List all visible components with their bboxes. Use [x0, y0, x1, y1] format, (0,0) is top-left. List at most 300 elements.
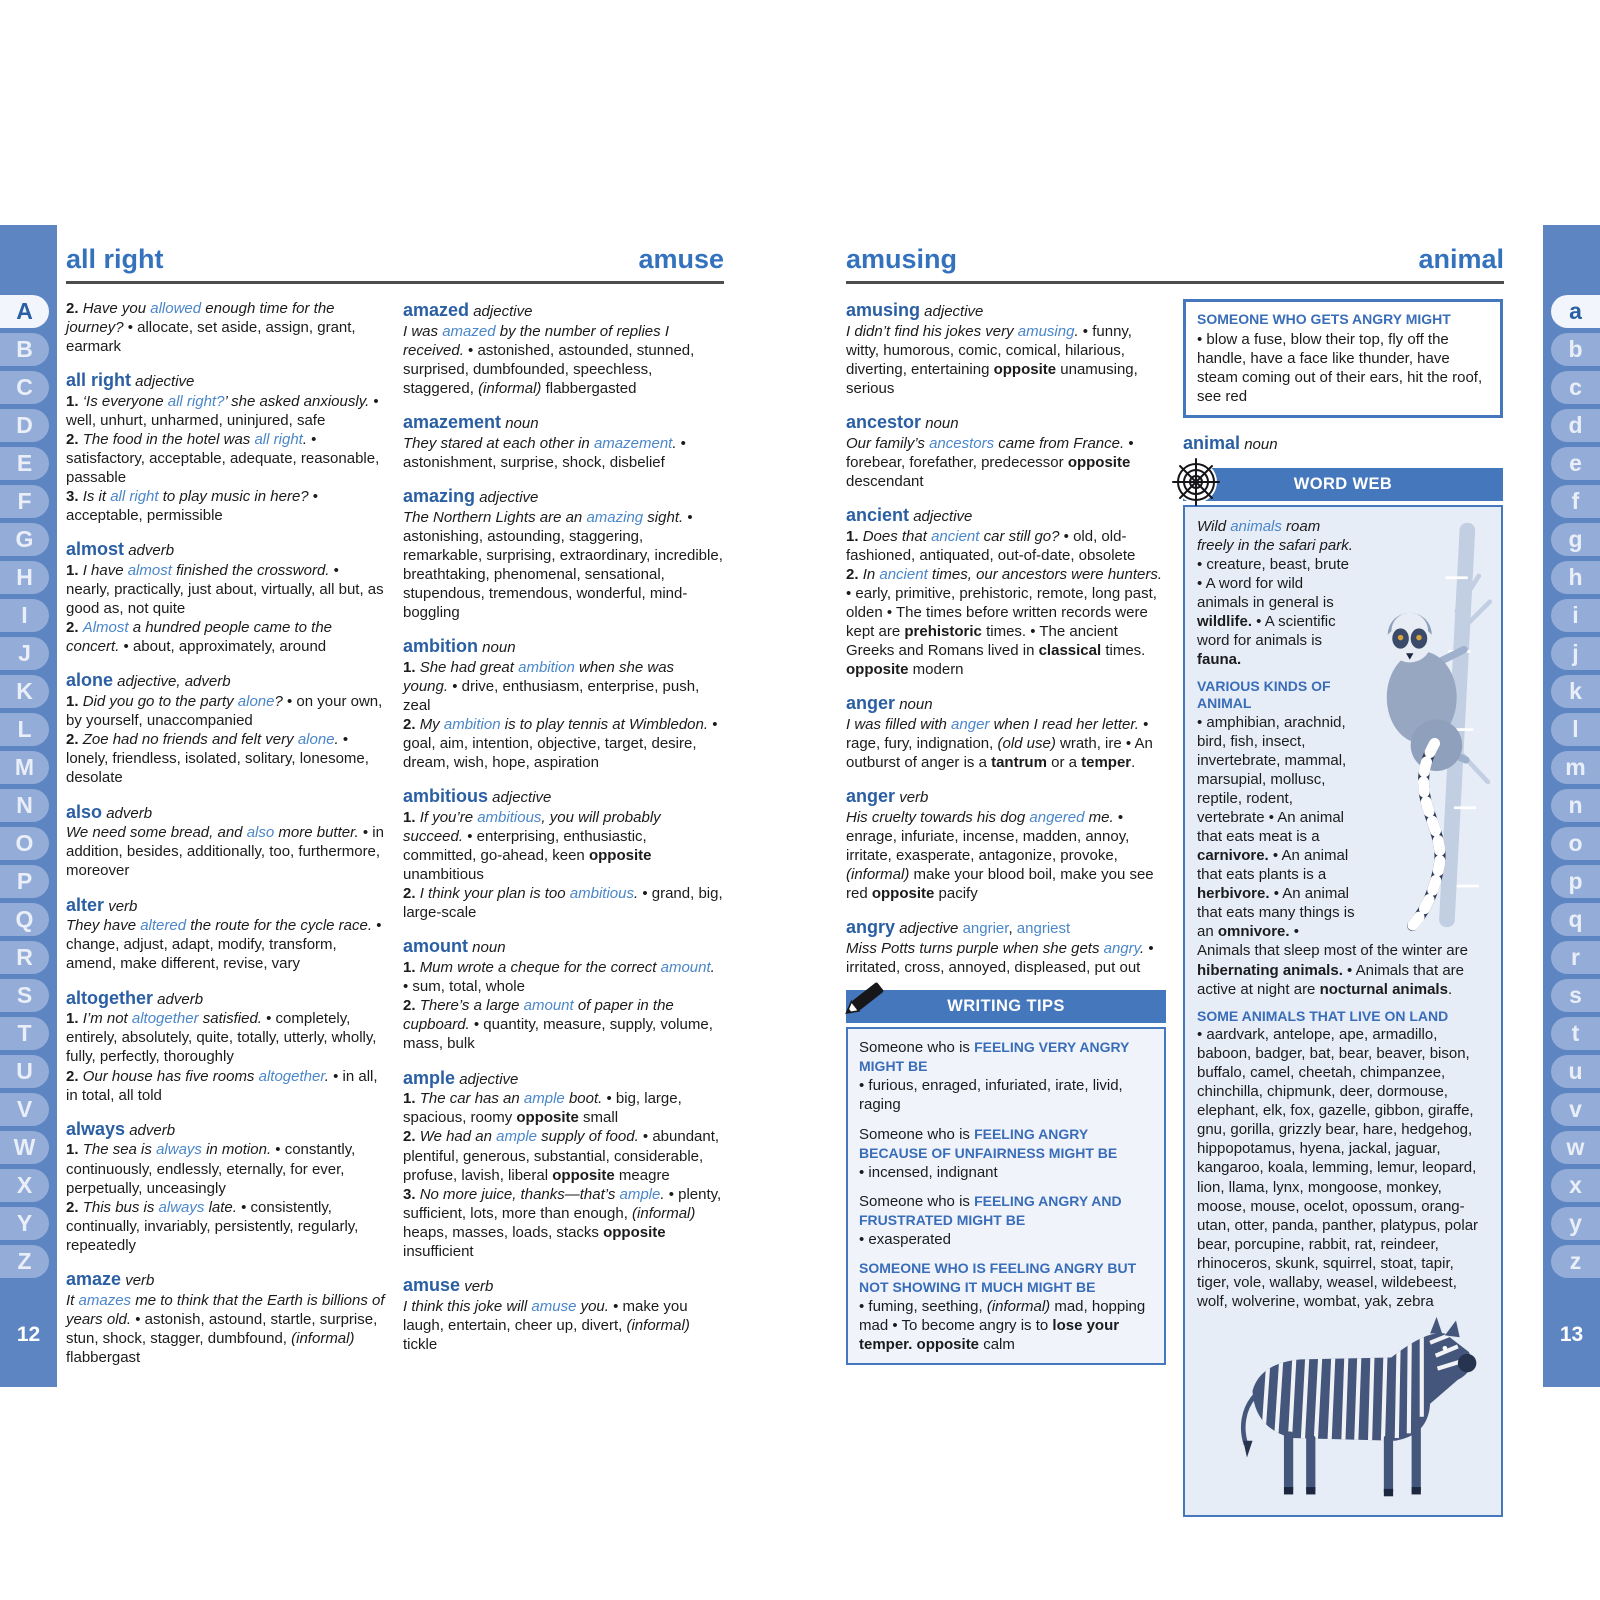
text-run: 2.	[66, 1198, 83, 1216]
entry-sense	[66, 692, 386, 730]
tip-paragraph	[859, 1038, 1153, 1076]
entry-sense	[846, 322, 1166, 398]
text-run: you.	[576, 1297, 609, 1315]
entry-sense	[66, 1140, 386, 1197]
text-run: adjective	[131, 373, 195, 391]
text-run: in motion.	[201, 1141, 272, 1159]
text-run: adverb	[102, 804, 153, 822]
alpha-tab-r: r	[1551, 941, 1600, 974]
alpha-tab-K: K	[0, 675, 49, 708]
entry-sense	[66, 487, 386, 525]
text-run: • irritated, cross, annoyed, displeased, put out	[846, 940, 1154, 977]
text-run: It	[66, 1291, 79, 1309]
text-run: angry	[1103, 940, 1141, 958]
text-run: .	[660, 1185, 665, 1203]
text-run: noun	[468, 939, 506, 957]
alphabet-tabs-uppercase	[0, 295, 57, 1278]
text-run: altogether	[258, 1067, 325, 1085]
page-right	[846, 244, 1504, 1517]
text-run: • acceptable, permissible	[66, 488, 319, 525]
page-number-right: 13	[1559, 1323, 1584, 1346]
alpha-tab-L: L	[0, 713, 49, 746]
text-run: modern	[908, 661, 964, 679]
text-run: meagre	[614, 1166, 670, 1184]
text-run: • sum, total, whole	[403, 978, 525, 996]
entry-sense	[403, 508, 723, 622]
left-page-column-1	[66, 299, 386, 1380]
alpha-tab-v: v	[1551, 1093, 1600, 1126]
text-run: 1.	[846, 527, 863, 545]
text-run: Our family’s	[846, 434, 930, 452]
text-run: • quantity, measure, supply, volume, mass, bulk	[403, 1016, 713, 1053]
text-run: • Animals that are active at night are	[1197, 961, 1465, 998]
entry-sense	[403, 322, 723, 398]
text-run: Someone who is	[859, 1125, 975, 1143]
entry-sense	[403, 1127, 723, 1184]
text-run: (informal)	[846, 866, 910, 884]
text-run: altogether	[66, 987, 154, 1008]
entry-headword-line	[846, 785, 1166, 808]
text-run: wildlife.	[1197, 612, 1253, 630]
text-run: .	[302, 431, 307, 449]
alpha-tab-j: j	[1551, 637, 1600, 670]
running-head-left-page	[66, 244, 724, 275]
dictionary-entry	[66, 369, 386, 525]
text-run: flabbergast	[66, 1348, 141, 1366]
alpha-tab-d: d	[1551, 409, 1600, 442]
text-run: Our house has five rooms	[82, 1067, 259, 1085]
text-run: • An animal that eats plants is a	[1197, 847, 1349, 884]
text-run: • exasperated	[859, 1230, 951, 1248]
text-run: , you will probably succeed.	[403, 809, 661, 846]
entry-headword-line	[403, 1067, 723, 1090]
text-run: or a	[1046, 754, 1082, 772]
dictionary-entry	[403, 935, 723, 1053]
text-run: • forebear, forefather, predecessor	[846, 434, 1134, 471]
entry-headword-line	[1183, 432, 1503, 455]
word-web-subheading: VARIOUS KINDS OF ANIMAL	[1197, 677, 1331, 712]
alphabet-sidebar-right	[1543, 225, 1600, 1387]
text-run: • aardvark, antelope, ape, armadillo, baboon, badger, bat, bear, beaver, bison, buffalo, camel, cheetah, chimpanzee, chinchilla, chipmunk, deer, dormouse, elephant, elk, fox, gazelle, gibbon, giraffe, gnu, gorilla, grizzly bear, hare, hedgehog, hippopotamus, hyena, jackal, jaguar, kangaroo, koala, lemming, lemur, leopard, lion, llama, lynx, mongoose, monkey, moose, mouse, ocelot, opossum, orang-utan, otter, panda, panther, platypus, polar bear, porcupine, rabbit, rat, reindeer, rhinoceros, skunk, squirrel, stoat, tapir, tiger, vole, wallaby, weasel, wildebeest, wolf, wolverine, wombat, yak, zebra	[1197, 1026, 1479, 1310]
text-run: 2.	[66, 1067, 83, 1085]
text-run: noun	[1240, 435, 1278, 453]
text-run: • change, adjust, adapt, modify, transform, amend, make different, revise, vary	[66, 917, 382, 973]
alpha-tab-X: X	[0, 1169, 49, 1202]
text-run: There’s a large	[419, 997, 524, 1015]
alpha-tab-Z: Z	[0, 1245, 49, 1278]
text-run: amazed	[403, 300, 470, 320]
entry-sense	[403, 434, 723, 472]
text-run: ,	[1008, 920, 1017, 938]
text-run: times.	[1101, 642, 1146, 660]
entry-headword-line	[66, 538, 386, 561]
running-head-first-word: amusing	[846, 244, 958, 274]
alpha-tab-p: p	[1551, 865, 1600, 898]
text-run: amazing	[403, 486, 476, 506]
text-run: 2.	[403, 997, 420, 1015]
entry-headword-line	[66, 669, 386, 692]
text-run: 2.	[66, 300, 83, 317]
text-run: • astonished, astounded, stunned, surprised, dumbfounded, speechless, staggered,	[403, 341, 695, 397]
text-run: FEELING ANGRY BECAUSE OF UNFAIRNESS MIGHT BE	[859, 1125, 1118, 1161]
dictionary-entry	[846, 411, 1166, 491]
dictionary-entry	[846, 916, 1166, 977]
text-run: Did you go to the party	[82, 693, 238, 711]
text-run: • big, large, spacious, roomy	[403, 1090, 682, 1127]
entry-headword-line	[846, 411, 1166, 434]
text-run: • furious, enraged, infuriated, irate, livid, raging	[859, 1077, 1123, 1114]
text-run: • astonishing, astounding, staggering, remarkable, surprising, extraordinary, incredible, breathtaking, phenomenal, sensational, stupendous, tremendous, wonderful, mind-boggling	[403, 508, 723, 622]
text-run: alone	[297, 731, 335, 749]
text-run: I’m not	[82, 1010, 132, 1028]
alpha-tab-M: M	[0, 751, 49, 784]
text-run: (informal)	[632, 1204, 696, 1222]
text-run: altered	[140, 917, 187, 935]
dictionary-entry	[66, 299, 386, 356]
text-run: lose your temper.	[859, 1316, 1120, 1353]
alpha-tab-G: G	[0, 523, 49, 556]
entry-headword-line	[66, 801, 386, 824]
header-rule	[846, 281, 1504, 284]
text-run: • fuming, seething,	[859, 1297, 987, 1315]
right-page-column-1	[846, 299, 1166, 1517]
text-run: allowed	[150, 300, 202, 317]
text-run: I think this joke will	[403, 1297, 532, 1315]
text-run: almost	[127, 562, 172, 580]
text-run: I was filled with	[846, 716, 952, 734]
word-web-header	[1183, 468, 1503, 501]
text-run: opposite	[588, 847, 652, 865]
text-run: insufficient	[403, 1242, 474, 1260]
text-run: Someone who is	[859, 1039, 975, 1057]
entry-sense	[403, 715, 723, 772]
text-run: (old use)	[997, 735, 1056, 753]
entry-headword-line	[403, 635, 723, 658]
text-run: • drive, enthusiasm, enterprise, push, zeal	[403, 678, 700, 715]
alpha-tab-J: J	[0, 637, 49, 670]
alpha-tab-g: g	[1551, 523, 1600, 556]
text-run: ample	[403, 1067, 456, 1088]
alpha-tab-h: h	[1551, 561, 1600, 594]
text-run: also	[246, 824, 275, 842]
text-run: opposite	[846, 661, 909, 679]
writing-tips-header	[846, 990, 1166, 1023]
word-web-body	[1183, 505, 1503, 1517]
text-run: all right	[254, 431, 303, 449]
tip-paragraph	[859, 1076, 1153, 1114]
entry-sense	[403, 1185, 723, 1261]
tip-paragraph	[859, 1259, 1153, 1297]
text-run: Mum wrote a cheque for the correct	[419, 959, 661, 977]
alpha-tab-W: W	[0, 1131, 49, 1164]
word-web-list	[1197, 1025, 1489, 1311]
text-run: .	[1131, 754, 1136, 772]
text-run: ‘Is everyone	[82, 393, 168, 410]
tip-paragraph	[859, 1297, 1153, 1354]
text-run: • make you laugh, entertain, cheer up, divert,	[403, 1297, 688, 1334]
text-run: herbivore.	[1197, 885, 1270, 903]
text-run: 1.	[66, 562, 83, 580]
text-run: Have you	[82, 300, 151, 317]
entry-headword-line	[66, 894, 386, 917]
dictionary-entry	[846, 785, 1166, 903]
text-run: 2.	[66, 731, 83, 749]
word-web-title: WORD WEB	[1293, 474, 1393, 493]
text-run: opposite	[603, 1223, 666, 1241]
text-run: SOMEONE WHO IS FEELING ANGRY BUT NOT SHOWING IT MUCH MIGHT BE	[859, 1259, 1137, 1295]
text-run: small	[578, 1109, 619, 1127]
left-page-column-2	[403, 299, 723, 1380]
text-run: She had great	[419, 659, 519, 676]
dictionary-entry	[66, 1268, 386, 1367]
text-run: by the number of replies I received.	[403, 322, 669, 359]
text-run: make your blood boil, make you see red	[846, 866, 1154, 903]
text-run: Is it	[82, 488, 111, 506]
text-run: finished the crossword.	[171, 562, 330, 580]
text-run: • enterprising, enthusiastic, committed, go-ahead, keen	[403, 828, 647, 865]
text-run: adjective, adverb	[113, 673, 231, 691]
text-run: • blow a fuse, blow their top, fly off the handle, have a face like thunder, have steam coming out of their ears, hit the roof, see red	[1197, 330, 1483, 405]
text-run: They have	[66, 917, 141, 935]
text-run: ’ she asked anxiously.	[224, 393, 370, 410]
text-run: • amphibian, arachnid, bird, fish, insect, invertebrate, mammal, marsupial, mollusc, reptile, rodent, vertebrate • An animal that eats meat is a	[1197, 713, 1347, 846]
text-run: • consistently, continually, invariably, persistently, regularly, repeatedly	[66, 1198, 359, 1254]
text-run: We need some bread, and	[66, 824, 247, 842]
text-run: ambitious	[477, 809, 542, 827]
entry-headword-line	[846, 916, 1166, 939]
text-run: amount	[523, 997, 574, 1015]
entry-sense	[66, 916, 386, 973]
text-run: 1.	[403, 959, 420, 977]
entry-headword-line	[846, 299, 1166, 322]
text-run: alter	[66, 894, 105, 915]
text-run: I think your plan is too	[419, 885, 570, 903]
entry-sense	[403, 1297, 723, 1354]
text-run: amaze	[66, 1268, 122, 1289]
text-run: 1.	[66, 393, 83, 410]
text-run: always	[158, 1198, 205, 1216]
entry-sense	[403, 958, 723, 996]
writing-tips-section	[859, 1192, 1153, 1249]
text-run: is to play tennis at Wimbledon.	[500, 716, 709, 734]
note-box-text	[1197, 330, 1489, 406]
running-head-right-page	[846, 244, 1504, 275]
text-run: • A scientific word for animals is	[1197, 612, 1336, 649]
text-run: amuse	[403, 1274, 461, 1295]
text-run: mad, hopping mad • To become angry is to	[859, 1297, 1146, 1334]
text-run: late.	[204, 1198, 237, 1216]
text-run: ambition	[403, 636, 478, 657]
text-run: I was	[403, 322, 443, 340]
text-run: amount	[660, 959, 711, 977]
entry-sense	[846, 808, 1166, 903]
page-number-left: 12	[16, 1323, 41, 1346]
lemur-image-holder	[1361, 511, 1499, 939]
entry-sense	[403, 996, 723, 1053]
alpha-tab-t: t	[1551, 1017, 1600, 1050]
text-run: • lonely, friendless, isolated, solitary, lonesome, desolate	[66, 731, 369, 787]
text-run: Zoe had no friends and felt very	[82, 731, 298, 749]
text-run: flabbergasted	[541, 380, 637, 397]
text-run: boot.	[564, 1090, 603, 1108]
text-run: • abundant, plentiful, generous, substantial, considerable, profuse, lavish, liberal	[403, 1128, 720, 1184]
text-run: ancient	[931, 527, 980, 545]
entry-headword-line	[403, 1274, 723, 1297]
text-run: adjective	[488, 789, 552, 807]
text-run: adjective	[920, 303, 984, 320]
text-run: to play music in here?	[158, 488, 309, 506]
entry-headword-line	[66, 1268, 386, 1291]
text-run: • creature, beast, brute • A word for wild animals in general is	[1197, 555, 1349, 611]
dictionary-entry	[66, 669, 386, 787]
text-run: They stared at each other in	[403, 434, 594, 452]
running-head-last-word: amuse	[638, 244, 724, 274]
entry-sense	[846, 565, 1166, 679]
text-run: Almost	[82, 619, 129, 637]
text-run: 1.	[66, 1141, 83, 1159]
text-run: anger	[846, 693, 896, 714]
text-run: animal	[1183, 432, 1241, 453]
text-run: 2.	[846, 566, 863, 583]
alpha-tab-Y: Y	[0, 1207, 49, 1240]
alpha-tab-U: U	[0, 1055, 49, 1088]
alpha-tab-b: b	[1551, 333, 1600, 366]
dictionary-entry	[403, 411, 723, 472]
alpha-tab-z: z	[1551, 1245, 1600, 1278]
text-run: (informal)	[626, 1316, 690, 1334]
text-run: • plenty, sufficient, lots, more than enough,	[403, 1185, 722, 1222]
text-run: adjective	[895, 920, 963, 938]
text-run: • early, primitive, prehistoric, remote, long past, olden • The times before written records were kept are	[846, 585, 1157, 641]
text-run: times, our ancestors were hunters.	[927, 566, 1163, 583]
text-run: sight.	[643, 508, 684, 526]
alpha-tab-N: N	[0, 789, 49, 822]
dictionary-entry	[846, 504, 1166, 679]
spider-web-icon	[1169, 455, 1223, 509]
text-run: .	[1447, 980, 1453, 998]
entry-sense	[403, 1089, 723, 1127]
entry-sense	[66, 618, 386, 656]
text-run: anger	[846, 786, 896, 807]
text-run: 1.	[403, 659, 420, 676]
entry-sense	[66, 1198, 386, 1255]
text-run: me to think that the Earth is billions of years old.	[66, 1291, 385, 1328]
text-run: verb	[121, 1271, 155, 1289]
text-run: I didn’t find his jokes very	[846, 322, 1018, 340]
text-run: unamusing, serious	[846, 360, 1138, 397]
text-run: 2.	[66, 619, 83, 637]
dictionary-entry	[66, 801, 386, 881]
entry-sense	[846, 434, 1166, 491]
text-run: .	[334, 731, 339, 749]
text-run: noun	[501, 415, 539, 433]
text-run: 3.	[66, 488, 83, 506]
text-run: 2.	[403, 885, 420, 903]
dictionary-entry	[403, 785, 723, 922]
text-run: I have	[82, 562, 128, 580]
text-run: • Animals that sleep most of the winter are	[1197, 923, 1468, 960]
text-run: a hundred people came to the concert.	[66, 619, 333, 656]
text-run: noun	[895, 696, 933, 714]
dictionary-entry	[846, 299, 1166, 398]
text-run: ancestor	[846, 412, 922, 433]
alpha-tab-C: C	[0, 371, 49, 404]
text-run: • on your own, by yourself, unaccompanied	[66, 693, 383, 730]
text-run: when I read her letter.	[989, 716, 1139, 734]
angry-phrases-box	[1183, 299, 1503, 418]
text-run: opposite	[993, 360, 1057, 378]
dictionary-entry	[66, 894, 386, 974]
text-run: 1.	[403, 1090, 420, 1108]
dictionary-entry	[66, 1118, 386, 1255]
text-run: ample	[496, 1128, 537, 1146]
alpha-tab-y: y	[1551, 1207, 1600, 1240]
entry-headword-line	[66, 369, 386, 392]
alpha-tab-H: H	[0, 561, 49, 594]
entry-headword-line	[403, 411, 723, 434]
text-run: .	[672, 434, 677, 452]
entry-sense	[846, 715, 1166, 772]
writing-tips-box	[846, 990, 1166, 1365]
entry-headword-line	[403, 785, 723, 808]
dictionary-entry	[66, 987, 386, 1105]
text-run: This bus is	[82, 1198, 159, 1216]
text-run: • astonish, astound, startle, surprise, stun, shock, stagger, dumbfound,	[66, 1310, 378, 1347]
text-run: 2.	[66, 431, 83, 449]
text-run: verb	[460, 1277, 494, 1295]
text-run: angriest	[1016, 920, 1071, 938]
text-run: verb	[895, 789, 929, 807]
text-run: amazes	[78, 1291, 132, 1309]
text-run: 1.	[66, 693, 83, 711]
alpha-tab-F: F	[0, 485, 49, 518]
alpha-tab-P: P	[0, 865, 49, 898]
text-run: of paper in the cupboard.	[403, 997, 674, 1034]
text-run: ambitious	[403, 786, 489, 807]
writing-tips-title: WRITING TIPS	[947, 997, 1065, 1016]
text-run: classical	[1038, 642, 1102, 660]
text-run: ambition	[443, 716, 501, 734]
text-run: roam freely in the safari park.	[1197, 517, 1353, 554]
text-run: (informal)	[986, 1297, 1051, 1315]
text-run: enough time for the journey?	[66, 300, 335, 337]
text-run: adverb	[153, 990, 204, 1008]
text-run: We had an	[419, 1128, 497, 1146]
text-run: prehistoric	[904, 623, 982, 641]
alpha-tab-o: o	[1551, 827, 1600, 860]
alpha-tab-Q: Q	[0, 903, 49, 936]
writing-tips-section	[859, 1038, 1153, 1114]
text-run: more butter.	[274, 824, 359, 842]
text-run: when she was young.	[403, 659, 675, 696]
entry-sense	[66, 1291, 386, 1367]
lemur-image	[1361, 511, 1499, 939]
text-run: all right?	[167, 393, 225, 410]
text-run: verb	[104, 897, 138, 915]
alpha-tab-i: i	[1551, 599, 1600, 632]
writing-tips-body	[846, 1027, 1166, 1365]
text-run: • rage, fury, indignation,	[846, 716, 1149, 753]
text-run: • funny, witty, humorous, comic, comical, hilarious, diverting, entertaining	[846, 322, 1132, 378]
alpha-tab-u: u	[1551, 1055, 1600, 1088]
text-run: • well, unhurt, unharmed, uninjured, safe	[66, 393, 379, 430]
alpha-tab-m: m	[1551, 751, 1600, 784]
tip-paragraph	[859, 1230, 1153, 1249]
text-run: The sea is	[82, 1141, 157, 1159]
text-run: adjective	[455, 1070, 519, 1088]
text-run: all right	[66, 370, 132, 391]
text-run: In	[862, 566, 880, 583]
